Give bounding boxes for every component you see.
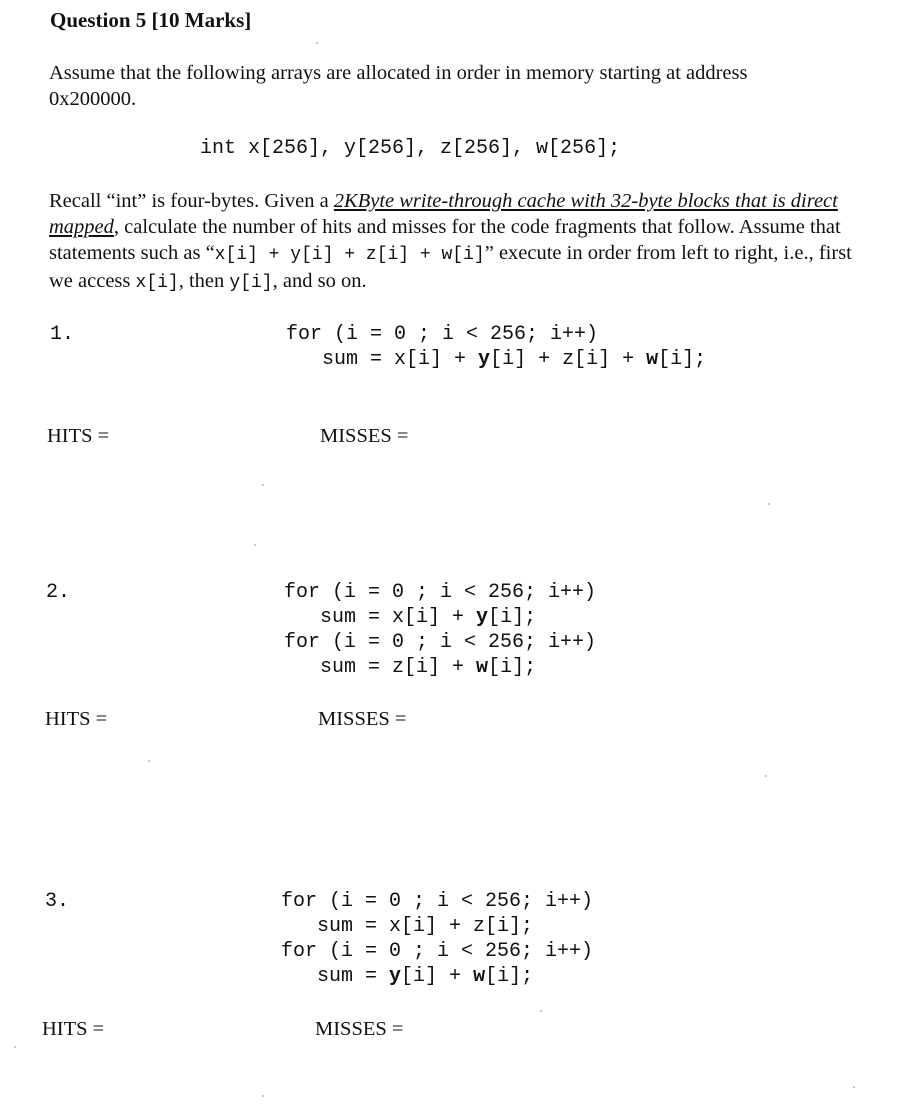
q2-loop1-line: for (i = 0 ; i < 256; i++) bbox=[284, 581, 597, 604]
recall-paragraph bbox=[49, 188, 869, 296]
scan-speck bbox=[262, 1095, 264, 1097]
q3-body1-line: sum = x[i] + z[i]; bbox=[317, 915, 534, 938]
scan-speck bbox=[254, 544, 256, 546]
q2-loop2-line: for (i = 0 ; i < 256; i++) bbox=[284, 631, 597, 654]
q2-hits-label: HITS = bbox=[45, 708, 108, 730]
question-1-number: 1. bbox=[50, 323, 75, 346]
xi-ref: x[i] bbox=[135, 273, 179, 293]
q1-body-line: sum = x[i] + y[i] + z[i] + w[i]; bbox=[322, 348, 707, 371]
intro-line-2: 0x200000. bbox=[49, 88, 137, 110]
q1-loop-line: for (i = 0 ; i < 256; i++) bbox=[286, 323, 599, 346]
question-3-number: 3. bbox=[45, 890, 70, 913]
q3-body2-line: sum = y[i] + w[i]; bbox=[317, 965, 534, 988]
q3-loop1-line: for (i = 0 ; i < 256; i++) bbox=[281, 890, 594, 913]
scan-speck bbox=[853, 1086, 855, 1088]
yi-ref: y[i] bbox=[229, 273, 273, 293]
question-2-number: 2. bbox=[46, 581, 71, 604]
question-title: Question 5 [10 Marks] bbox=[50, 8, 252, 32]
q1-hits-label: HITS = bbox=[47, 425, 110, 447]
recall-middle: , calculate the number of hits and misses for the code fragments that follow. Assume that statements such as “ bbox=[49, 216, 841, 264]
question-3-code bbox=[281, 889, 593, 989]
question-2-code bbox=[284, 580, 596, 680]
scan-speck bbox=[540, 1010, 542, 1012]
q3-misses-label: MISSES = bbox=[315, 1018, 404, 1040]
question-1-code bbox=[286, 322, 706, 372]
scan-speck bbox=[765, 775, 767, 777]
array-declaration: int x[256], y[256], z[256], w[256]; bbox=[200, 137, 621, 160]
recall-then: , then bbox=[178, 270, 230, 292]
q2-misses-label: MISSES = bbox=[318, 708, 407, 730]
recall-prefix: Recall “int” is four-bytes. Given a bbox=[49, 190, 334, 212]
q2-body1-line: sum = x[i] + y[i]; bbox=[320, 606, 537, 629]
example-expression: x[i] + y[i] + z[i] + w[i] bbox=[214, 245, 485, 265]
q3-hits-label: HITS = bbox=[42, 1018, 105, 1040]
q2-body2-line: sum = z[i] + w[i]; bbox=[320, 656, 537, 679]
scan-speck bbox=[768, 503, 770, 505]
cache-spec: 2KByte write-through cache with 32-byte blocks that is direct mapped bbox=[49, 190, 838, 238]
scan-speck bbox=[316, 42, 318, 44]
recall-after-expr: ” execute in order from left to right, i.e., first we access bbox=[49, 242, 852, 292]
scan-speck bbox=[262, 484, 264, 486]
scan-speck bbox=[148, 760, 150, 762]
recall-end: , and so on. bbox=[272, 270, 367, 292]
q3-loop2-line: for (i = 0 ; i < 256; i++) bbox=[281, 940, 594, 963]
intro-line-1: Assume that the following arrays are allocated in order in memory starting at address bbox=[49, 62, 748, 84]
intro-paragraph bbox=[49, 60, 748, 112]
scan-speck bbox=[14, 1046, 16, 1048]
q1-misses-label: MISSES = bbox=[320, 425, 409, 447]
